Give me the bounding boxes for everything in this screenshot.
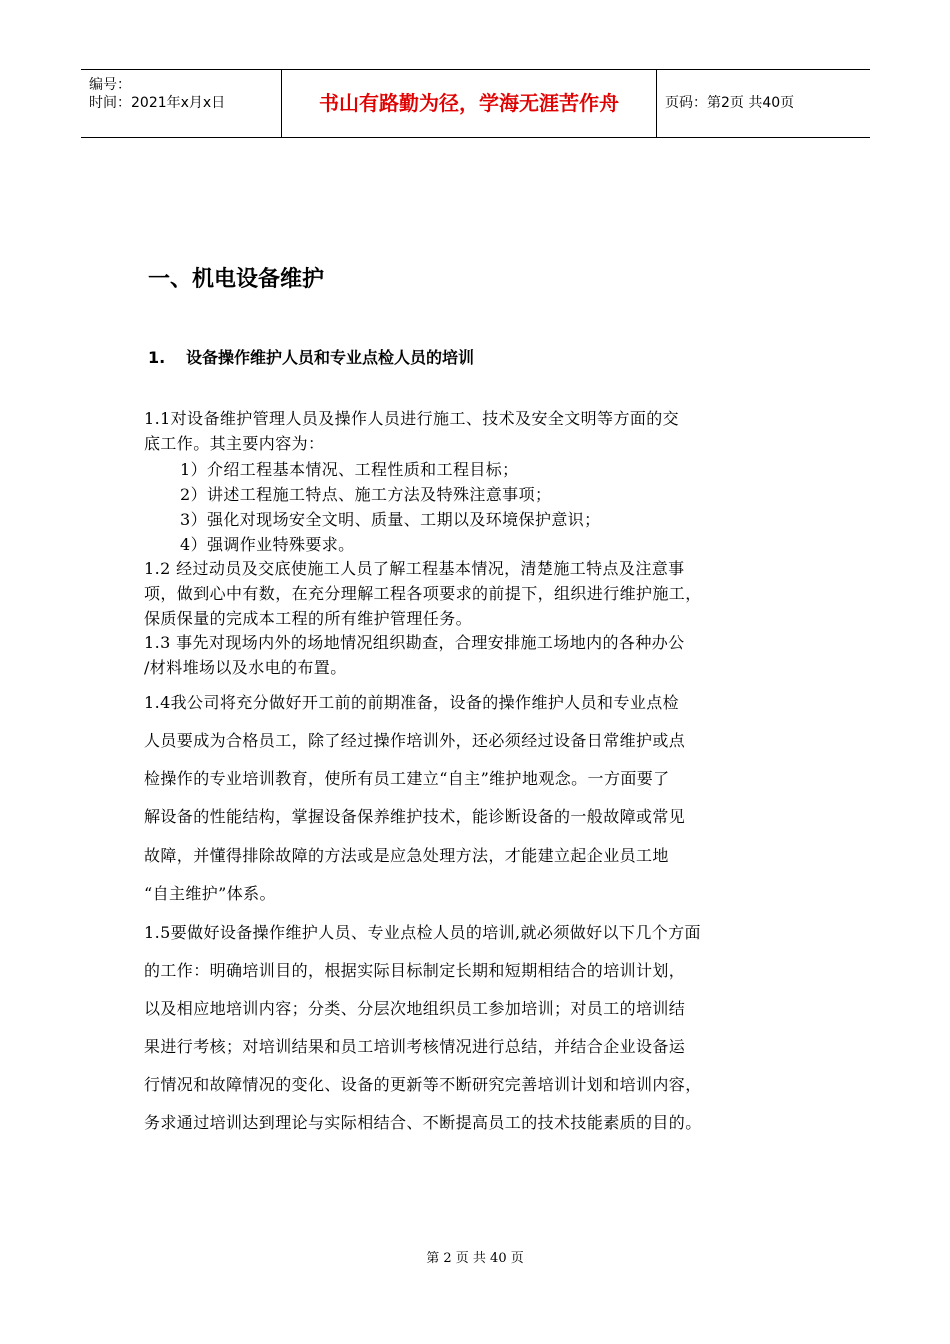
body-line: 保质保量的完成本工程的所有维护管理任务。 — [144, 609, 473, 628]
body-line: 务求通过培训达到理论与实际相结合、不断提高员工的技术技能素质的目的。 — [144, 1113, 702, 1132]
body-line: 解设备的性能结构，掌握设备保养维护技术，能诊断设备的一般故障或常见 — [144, 807, 686, 826]
body-line: 果进行考核；对培训结果和员工培训考核情况进行总结，并结合企业设备运 — [144, 1037, 686, 1056]
body-line: 人员要成为合格员工，除了经过操作培训外，还必须经过设备日常维护或点 — [144, 731, 686, 750]
page-footer: 第 2 页 共 40 页 — [426, 1251, 524, 1266]
body-line: 1.3 事先对现场内外的场地情况组织勘查，合理安排施工场地内的各种办公 — [144, 633, 685, 652]
subsection-number: 1. — [148, 348, 166, 367]
body-line: 以及相应地培训内容；分类、分层次地组织员工参加培训；对员工的培训结 — [144, 999, 686, 1018]
body-line: 故障，并懂得排除故障的方法或是应急处理方法，才能建立起企业员工地 — [144, 846, 669, 865]
body-line: “自主维护”体系。 — [144, 884, 276, 903]
body-line: 1.1对设备维护管理人员及操作人员进行施工、技术及安全文明等方面的交 — [144, 409, 680, 428]
list-item: 2）讲述工程施工特点、施工方法及特殊注意事项； — [180, 485, 552, 504]
body-line: 的工作：明确培训目的，根据实际目标制定长期和短期相结合的培训计划， — [144, 961, 686, 980]
list-item: 1）介绍工程基本情况、工程性质和工程目标； — [180, 460, 519, 479]
body-line: 1.4我公司将充分做好开工前的前期准备，设备的操作维护人员和专业点检 — [144, 693, 680, 712]
body-line: 行情况和故障情况的变化、设备的更新等不断研究完善培训计划和培训内容， — [144, 1075, 702, 1094]
time-label: 时间：2021年x月x日 — [89, 95, 226, 111]
page-header — [81, 69, 870, 138]
body-line: 1.5要做好设备操作维护人员、专业点检人员的培训,就必须做好以下几个方面 — [144, 923, 701, 942]
body-line: 项，做到心中有数，在充分理解工程各项要求的前提下，组织进行维护施工， — [144, 584, 702, 603]
header-motto: 书山有路勤为径，学海无涯苦作舟 — [282, 70, 657, 137]
number-label: 编号： — [89, 77, 131, 93]
body-line: /材料堆场以及水电的布置。 — [144, 658, 347, 677]
list-item: 3）强化对现场安全文明、质量、工期以及环境保护意识； — [180, 510, 601, 529]
section-title: 一、机电设备维护 — [148, 267, 325, 292]
list-item: 4）强调作业特殊要求。 — [180, 535, 355, 554]
body-line: 底工作。其主要内容为： — [144, 434, 325, 453]
header-page-info: 页码：第2页 共40页 — [665, 95, 795, 111]
header-meta — [81, 70, 282, 137]
body-line: 1.2 经过动员及交底使施工人员了解工程基本情况，清楚施工特点及注意事 — [144, 559, 685, 578]
subsection-heading — [148, 345, 474, 368]
body-line: 检操作的专业培训教育，使所有员工建立“自主”维护地观念。一方面要了 — [144, 769, 670, 788]
subsection-title: 设备操作维护人员和专业点检人员的培训 — [186, 348, 475, 367]
